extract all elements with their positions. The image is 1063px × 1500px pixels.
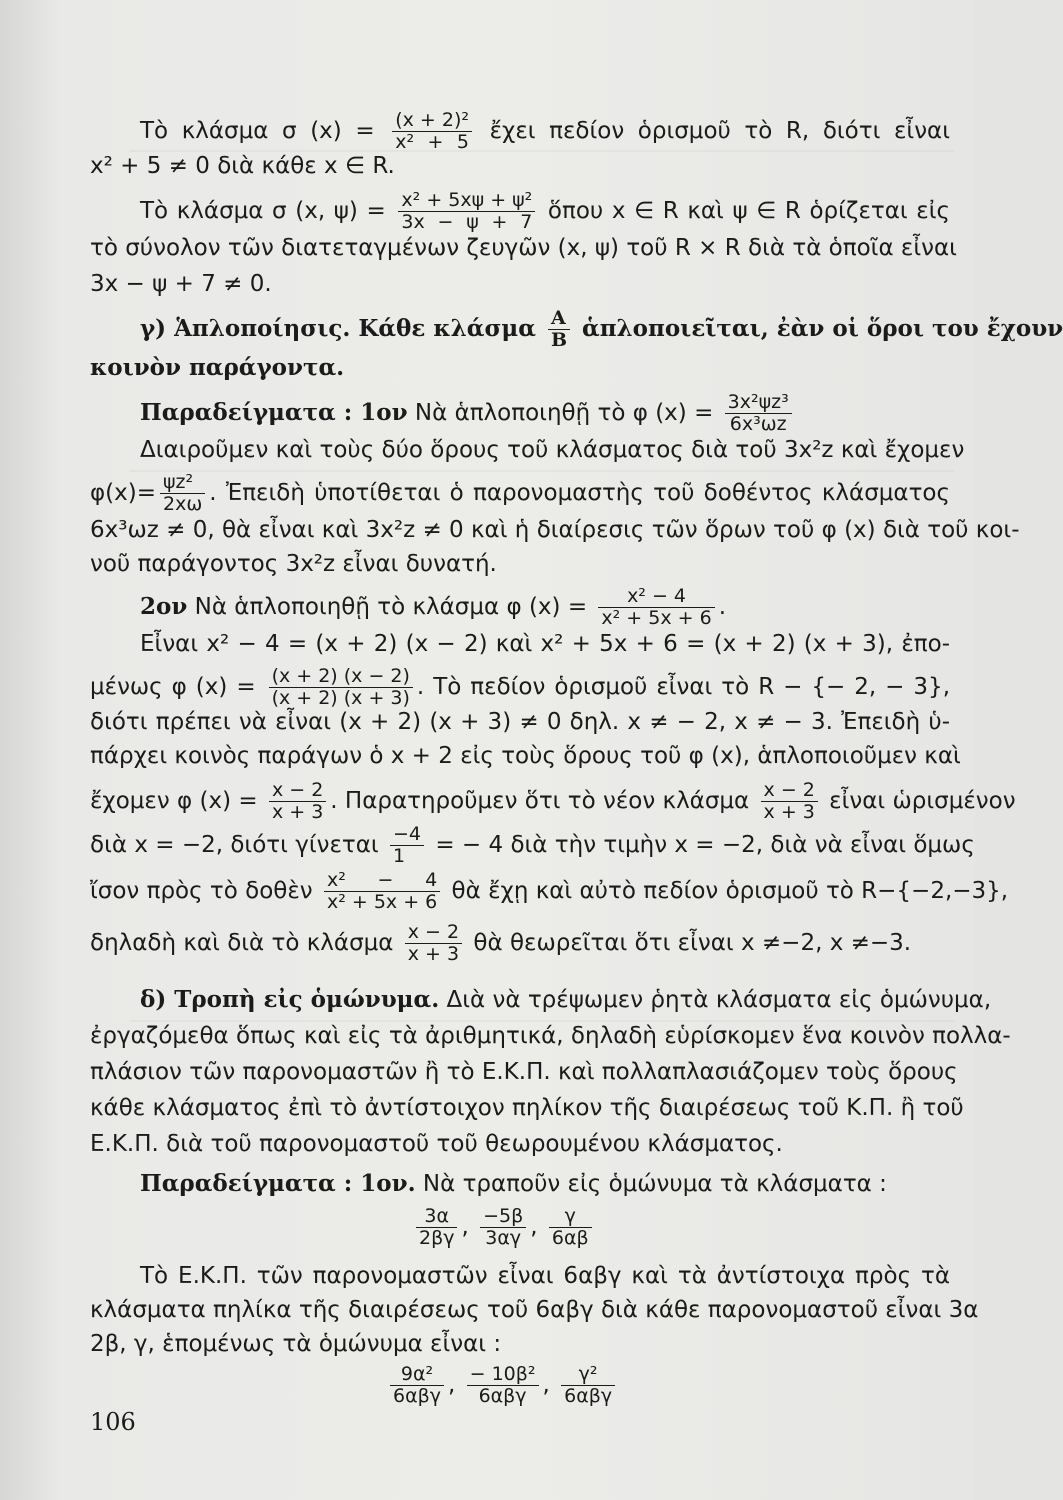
text-line: δηλαδὴ καὶ διὰ τὸ κλάσμα $\frac{x - 2}{x + 3}$ θὰ θεωρεῖται ὅτι εἶναι x ≠−2, x ≠−3.: [90, 921, 912, 965]
fraction: $\frac{\text{(x + 2)²}}{\text{x² + 5}}$: [392, 110, 472, 153]
text-line: κάθε κλάσματος ἐπὶ τὸ ἀντίστοιχον πηλίκον τῆς διαιρέσεως τοῦ Κ.Π. ἢ τοῦ: [90, 1095, 964, 1121]
text-line: πλάσιον τῶν παρονομαστῶν ἢ τὸ Ε.Κ.Π. καὶ πολλαπλασιάζομεν τοὺς ὅρους: [90, 1059, 958, 1085]
text-line: Εἶναι x² − 4 = (x + 2) (x − 2) καὶ x² + 5x + 6 = (x + 2) (x + 3), ἐπο-: [140, 631, 950, 657]
example-1: Παραδείγματα : 1ον Νὰ ἁπλοποιηθῇ τὸ φ (x) = $\frac{\text{3x²ψz³}}{\text{6x³ωz}}$: [140, 392, 950, 435]
section-heading-gamma: γ) Ἁπλοποίησις. Κάθε κλάσμα $\frac{A}{B}$ ἁπλοποιεῖται, ἐὰν οἱ ὅροι του ἔχουν: [140, 307, 1063, 351]
text-line: Τὸ κλάσμα σ (x) = $\frac{\text{(x + 2)²}}{\text{x² + 5}}$ ἔχει πεδίον ὁρισμοῦ τὸ R, διότι εἶναι: [140, 109, 950, 153]
text-line: Τὸ κλάσμα σ (x, ψ) = $\frac{\text{x² + 5xψ + ψ²}}{3x - \psi + 7}$ ὅπου x ∈ R καὶ ψ ∈ R ὁρίζεται εἰς: [140, 189, 950, 233]
text-line: φ(x)= $\frac{\text{ψz²}}{2x\omega}$ . Ἐπειδὴ ὑποτίθεται ὁ παρονομαστὴς τοῦ δοθέντος κλάσματος: [90, 471, 950, 515]
text-line: κλάσματα πηλίκα τῆς διαιρέσεως τοῦ 6αβγ διὰ κάθε παρονομαστοῦ εἶναι 3α: [90, 1297, 979, 1323]
text-line: Τὸ Ε.Κ.Π. τῶν παρονομαστῶν εἶναι 6αβγ καὶ τὰ ἀντίστοιχα πρὸς τὰ: [140, 1263, 950, 1289]
example-2: 2ον Νὰ ἁπλοποιηθῇ τὸ κλάσμα φ (x) = $\frac{\text{x² − 4}}{\text{x² + 5x + 6}}$ .: [140, 585, 726, 629]
fraction: $\frac{\text{x² + 5xψ + ψ²}}{3x - \psi + 7}$: [398, 190, 535, 233]
fraction: $\frac{-5\beta}{3\alpha\gamma}$: [480, 1206, 526, 1249]
section-heading-delta: δ) Τροπὴ εἰς ὁμώνυμα. Διὰ νὰ τρέψωμεν ῥητὰ κλάσματα εἰς ὁμώνυμα,: [140, 986, 992, 1013]
example-delta-1: Παραδείγματα : 1ον. Νὰ τραποῦν εἰς ὁμώνυμα τὰ κλάσματα :: [140, 1170, 887, 1197]
text-line: τὸ σύνολον τῶν διατεταγμένων ζευγῶν (x, ψ) τοῦ R × R διὰ τὰ ὁποῖα εἶναι: [90, 235, 957, 261]
fraction: $\frac{x - 2}{x + 3}$: [761, 780, 818, 823]
fraction: $\frac{A}{B}$: [548, 308, 570, 351]
text-line: ἔχομεν φ (x) = $\frac{x - 2}{x + 3}$ . Παρατηροῦμεν ὅτι τὸ νέον κλάσμα $\frac{x - 2}{x + 3}$ εἶναι ὡρισμένον: [90, 779, 1016, 823]
fraction: γ² 6αβγ: [561, 1364, 615, 1407]
text-line: Διαιροῦμεν καὶ τοὺς δύο ὅρους τοῦ κλάσματος διὰ τοῦ 3x²z καὶ ἔχομεν: [140, 437, 965, 463]
fraction: $\frac{x - 2}{x + 3}$: [269, 780, 326, 823]
fraction: − 10β² 6αβγ: [467, 1364, 539, 1407]
text-line: κοινὸν παράγοντα.: [90, 354, 345, 381]
fractions-row: $\frac{3\alpha}{2\beta\gamma}$ , $\frac{-5\beta}{3\alpha\gamma}$ , $\frac{\gamma}{6\alpha\beta}$: [412, 1206, 712, 1249]
text-line: Ε.Κ.Π. διὰ τοῦ παρονομαστοῦ τοῦ θεωρουμένου κλάσματος.: [90, 1131, 783, 1157]
text-line: 6x³ωz ≠ 0, θὰ εἶναι καὶ 3x²z ≠ 0 καὶ ἡ διαίρεσις τῶν ὅρων τοῦ φ (x) διὰ τοῦ κοι-: [90, 517, 1020, 543]
fraction: $\frac{x - 2}{x + 3}$: [405, 922, 462, 965]
text-line: διὰ x = −2, διότι γίνεται $\frac{-4}{1}$ = − 4 διὰ τὴν τιμὴν x = −2, διὰ νὰ εἶναι ὅμως: [90, 823, 975, 867]
fraction: $\frac{\text{3x²ψz³}}{\text{6x³ωz}}$: [725, 392, 792, 435]
text-line: πάρχει κοινὸς παράγων ὁ x + 2 εἰς τοὺς ὅρους τοῦ φ (x), ἁπλοποιοῦμεν καὶ: [90, 743, 961, 769]
fraction: $\frac{\text{ψz²}}{2x\omega}$: [160, 472, 205, 515]
fraction: $\frac{(x + 2) (x - 2)}{(x + 2) (x + 3)}$: [269, 666, 413, 709]
fraction: $\frac{\gamma}{6\alpha\beta}$: [549, 1206, 592, 1249]
text-line: νοῦ παράγοντος 3x²z εἶναι δυνατή.: [90, 551, 497, 577]
text-line: ἴσον πρὸς τὸ δοθὲν $\frac{\text{x² − 4}}{\text{x² + 5x + 6}}$ θὰ ἔχῃ καὶ αὐτὸ πεδίον ὁρισμοῦ τὸ R−{−2,−3},: [90, 869, 1009, 913]
text-line: μένως φ (x) = $\frac{(x + 2) (x - 2)}{(x + 2) (x + 3)}$ . Τὸ πεδίον ὁρισμοῦ εἶναι τὸ R − {− 2, − 3},: [90, 665, 951, 709]
text-line: ἐργαζόμεθα ὅπως καὶ εἰς τὰ ἀριθμητικά, δηλαδὴ εὑρίσκομεν ἕνα κοινὸν πολλα-: [90, 1023, 1011, 1049]
fraction: $\frac{-4}{1}$: [390, 824, 424, 867]
fraction: $\frac{\text{x² − 4}}{\text{x² + 5x + 6}}$: [324, 870, 440, 913]
fraction: 9α² 6αβγ: [390, 1364, 444, 1407]
fractions-row: 9α² 6αβγ , − 10β² 6αβγ , γ² 6αβγ: [386, 1364, 686, 1407]
page-number: 106: [90, 1408, 136, 1436]
text-line: 2β, γ, ἑπομένως τὰ ὁμώνυμα εἶναι :: [90, 1331, 502, 1357]
text-line: x² + 5 ≠ 0 διὰ κάθε x ∈ R.: [90, 153, 395, 179]
fraction: $\frac{\text{x² − 4}}{\text{x² + 5x + 6}}$: [598, 586, 714, 629]
text-line: 3x − ψ + 7 ≠ 0.: [90, 271, 272, 297]
text-line: διότι πρέπει νὰ εἶναι (x + 2) (x + 3) ≠ 0 δηλ. x ≠ − 2, x ≠ − 3. Ἐπειδὴ ὑ-: [90, 709, 950, 735]
fraction: $\frac{3\alpha}{2\beta\gamma}$: [416, 1206, 457, 1249]
